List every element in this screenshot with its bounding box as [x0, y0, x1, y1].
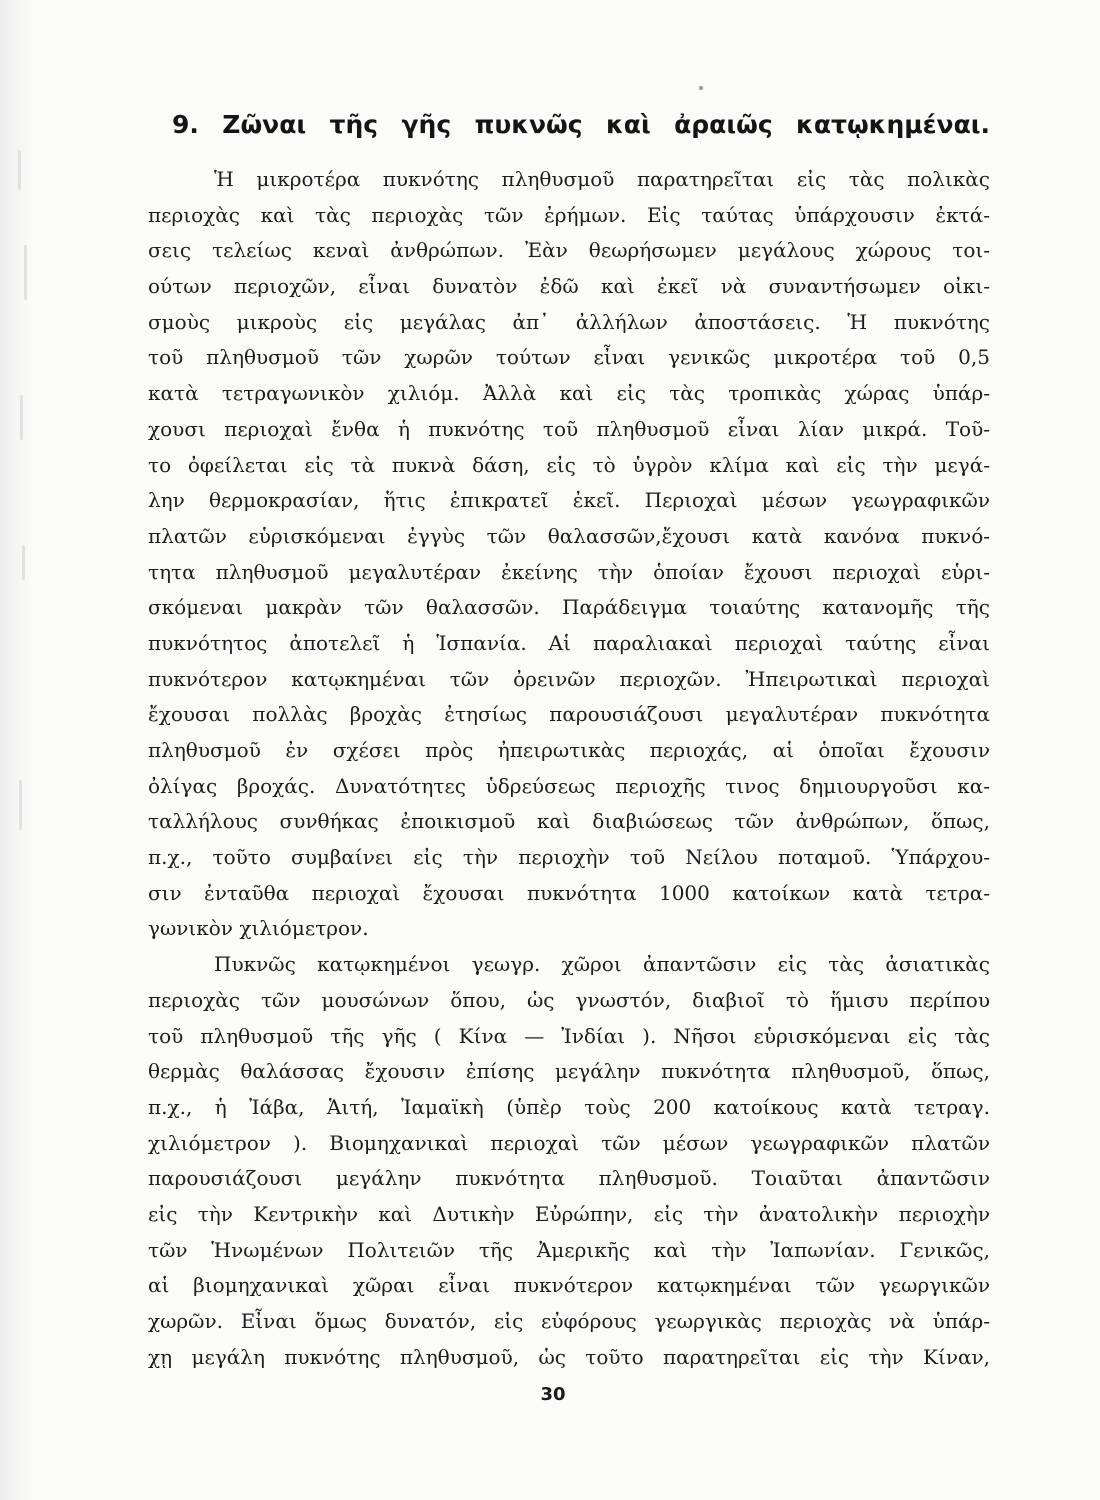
text-line: ἔχουσαι πολλὰς βροχὰς ἐτησίως παρουσιάζουσι μεγαλυτέραν πυκνότητα — [148, 702, 990, 727]
text-line: χιλιόμετρον ). Βιομηχανικαὶ περιοχαὶ τῶν μέσων γεωγραφικῶν πλατῶν — [148, 1130, 990, 1155]
scan-artifact — [20, 395, 23, 440]
text-line: π.χ., τοῦτο συμβαίνει εἰς τὴν περιοχὴν τοῦ Νείλου ποταμοῦ. Ὑπάρχου- — [148, 845, 990, 870]
text-line: γωνικὸν χιλιόμετρον. — [148, 916, 369, 941]
text-line: εἰς τὴν Κεντρικὴν καὶ Δυτικὴν Εὐρώπην, εἰς τὴν ἀνατολικὴν περιοχὴν — [148, 1201, 990, 1226]
text-line: σκόμεναι μακρὰν τῶν θαλασσῶν. Παράδειγμα τοιαύτης κατανομῆς τῆς — [148, 595, 990, 620]
scan-artifact — [19, 780, 22, 830]
text-line: ὀλίγας βροχάς. Δυνατότητες ὑδρεύσεως περιοχῆς τινος δημιουργοῦσι κα- — [148, 773, 990, 798]
text-line: πυκνότερον κατῳκημέναι τῶν ὀρεινῶν περιοχῶν. Ἠπειρωτικαὶ περιοχαὶ — [148, 666, 990, 691]
text-line: Πυκνῶς κατῳκημένοι γεωγρ. χῶροι ἀπαντῶσιν εἰς τὰς ἀσιατικὰς — [214, 952, 990, 977]
scan-edge-shadow — [0, 0, 34, 1500]
text-line: σεις τελείως κεναὶ ἀνθρώπων. Ἐὰν θεωρήσωμεν μεγάλους χώρους τοι- — [148, 238, 990, 263]
text-line: θερμὰς θαλάσσας ἔχουσιν ἐπίσης μεγάλην πυκνότητα πληθυσμοῦ, ὅπως, — [148, 1059, 990, 1084]
text-line: χῃ μεγάλη πυκνότης πληθυσμοῦ, ὡς τοῦτο παρατηρεῖται εἰς τὴν Κίναν, — [148, 1344, 990, 1369]
paragraph-2 — [148, 947, 990, 1375]
text-line: πυκνότητος ἀποτελεῖ ἡ Ἱσπανία. Αἱ παραλιακαὶ περιοχαὶ ταύτης εἶναι — [148, 630, 990, 655]
text-line: Ἡ μικροτέρα πυκνότης πληθυσμοῦ παρατηρεῖται εἰς τὰς πολικὰς — [214, 167, 990, 191]
text-line: τοῦ πληθυσμοῦ τῶν χωρῶν τούτων εἶναι γενικῶς μικροτέρα τοῦ 0,5 — [148, 345, 990, 370]
text-line: πληθυσμοῦ ἐν σχέσει πρὸς ἠπειρωτικὰς περιοχάς, αἱ ὁποῖαι ἔχουσιν — [148, 738, 990, 762]
text-line: π.χ., ἡ Ἰάβα, Ἁιτή, Ἰαμαϊκὴ (ὑπὲρ τοὺς 200 κατοίκους κατὰ τετραγ. — [148, 1094, 990, 1119]
text-line: παρουσιάζουσι μεγάλην πυκνότητα πληθυσμοῦ. Τοιαῦται ἀπαντῶσιν — [148, 1166, 990, 1191]
scan-speck — [699, 86, 703, 90]
section-heading: 9. Ζῶναι τῆς γῆς πυκνῶς καὶ ἀραιῶς κατῳκημέναι. — [172, 110, 990, 139]
text-line: σιν ἐνταῦθα περιοχαὶ ἔχουσαι πυκνότητα 1000 κατοίκων κατὰ τετρα- — [148, 880, 990, 905]
text-line: λην θερμοκρασίαν, ἥτις ἐπικρατεῖ ἐκεῖ. Περιοχαὶ μέσων γεωγραφικῶν — [148, 488, 990, 513]
text-line: αἱ βιομηχανικαὶ χῶραι εἶναι πυκνότερον κατῳκημέναι τῶν γεωργικῶν — [148, 1273, 990, 1298]
text-line: ούτων περιοχῶν, εἶναι δυνατὸν ἐδῶ καὶ ἐκεῖ νὰ συναντήσωμεν οἰκι- — [148, 274, 990, 299]
text-line: τητα πληθυσμοῦ μεγαλυτέραν ἐκείνης τὴν ὁποίαν ἔχουσι περιοχαὶ εὑρι- — [148, 559, 990, 584]
body-text — [148, 162, 990, 1375]
text-line: περιοχὰς τῶν μουσώνων ὅπου, ὡς γνωστόν, διαβιοῖ τὸ ἥμισυ περίπου — [148, 987, 990, 1012]
text-line: το ὀφείλεται εἰς τὰ πυκνὰ δάση, εἰς τὸ ὑγρὸν κλίμα καὶ εἰς τὴν μεγά- — [148, 452, 990, 477]
scan-artifact — [18, 150, 21, 190]
text-line: χωρῶν. Εἶναι ὅμως δυνατόν, εἰς εὐφόρους γεωργικὰς περιοχὰς νὰ ὑπάρ- — [148, 1309, 990, 1333]
text-line: τοῦ πληθυσμοῦ τῆς γῆς ( Κίνα — Ἰνδίαι ). Νῆσοι εὑρισκόμεναι εἰς τὰς — [148, 1023, 990, 1048]
text-line: χουσι περιοχαὶ ἔνθα ἡ πυκνότης τοῦ πληθυσμοῦ εἶναι λίαν μικρά. Τοῦ- — [148, 416, 990, 441]
paragraph-1 — [148, 162, 990, 947]
page-number: 30 — [540, 1384, 566, 1405]
text-line: περιοχὰς καὶ τὰς περιοχὰς τῶν ἐρήμων. Εἰς ταύτας ὑπάρχουσιν ἐκτά- — [148, 202, 990, 227]
text-line: ταλλήλους συνθήκας ἐποικισμοῦ καὶ διαβιώσεως τῶν ἀνθρώπων, ὅπως, — [148, 809, 990, 834]
text-line: πλατῶν εὑρισκόμεναι ἐγγὺς τῶν θαλασσῶν,ἔχουσι κατὰ κανόνα πυκνό- — [148, 523, 990, 548]
text-line: κατὰ τετραγωνικὸν χιλιόμ. Ἀλλὰ καὶ εἰς τὰς τροπικὰς χώρας ὑπάρ- — [148, 381, 990, 406]
scan-artifact — [22, 545, 25, 580]
text-line: τῶν Ἡνωμένων Πολιτειῶν τῆς Ἀμερικῆς καὶ τὴν Ἰαπωνίαν. Γενικῶς, — [148, 1237, 990, 1262]
scan-artifact — [24, 245, 27, 300]
text-line: σμοὺς μικροὺς εἰς μεγάλας ἀπ᾽ ἀλλήλων ἀποστάσεις. Ἡ πυκνότης — [148, 309, 990, 334]
